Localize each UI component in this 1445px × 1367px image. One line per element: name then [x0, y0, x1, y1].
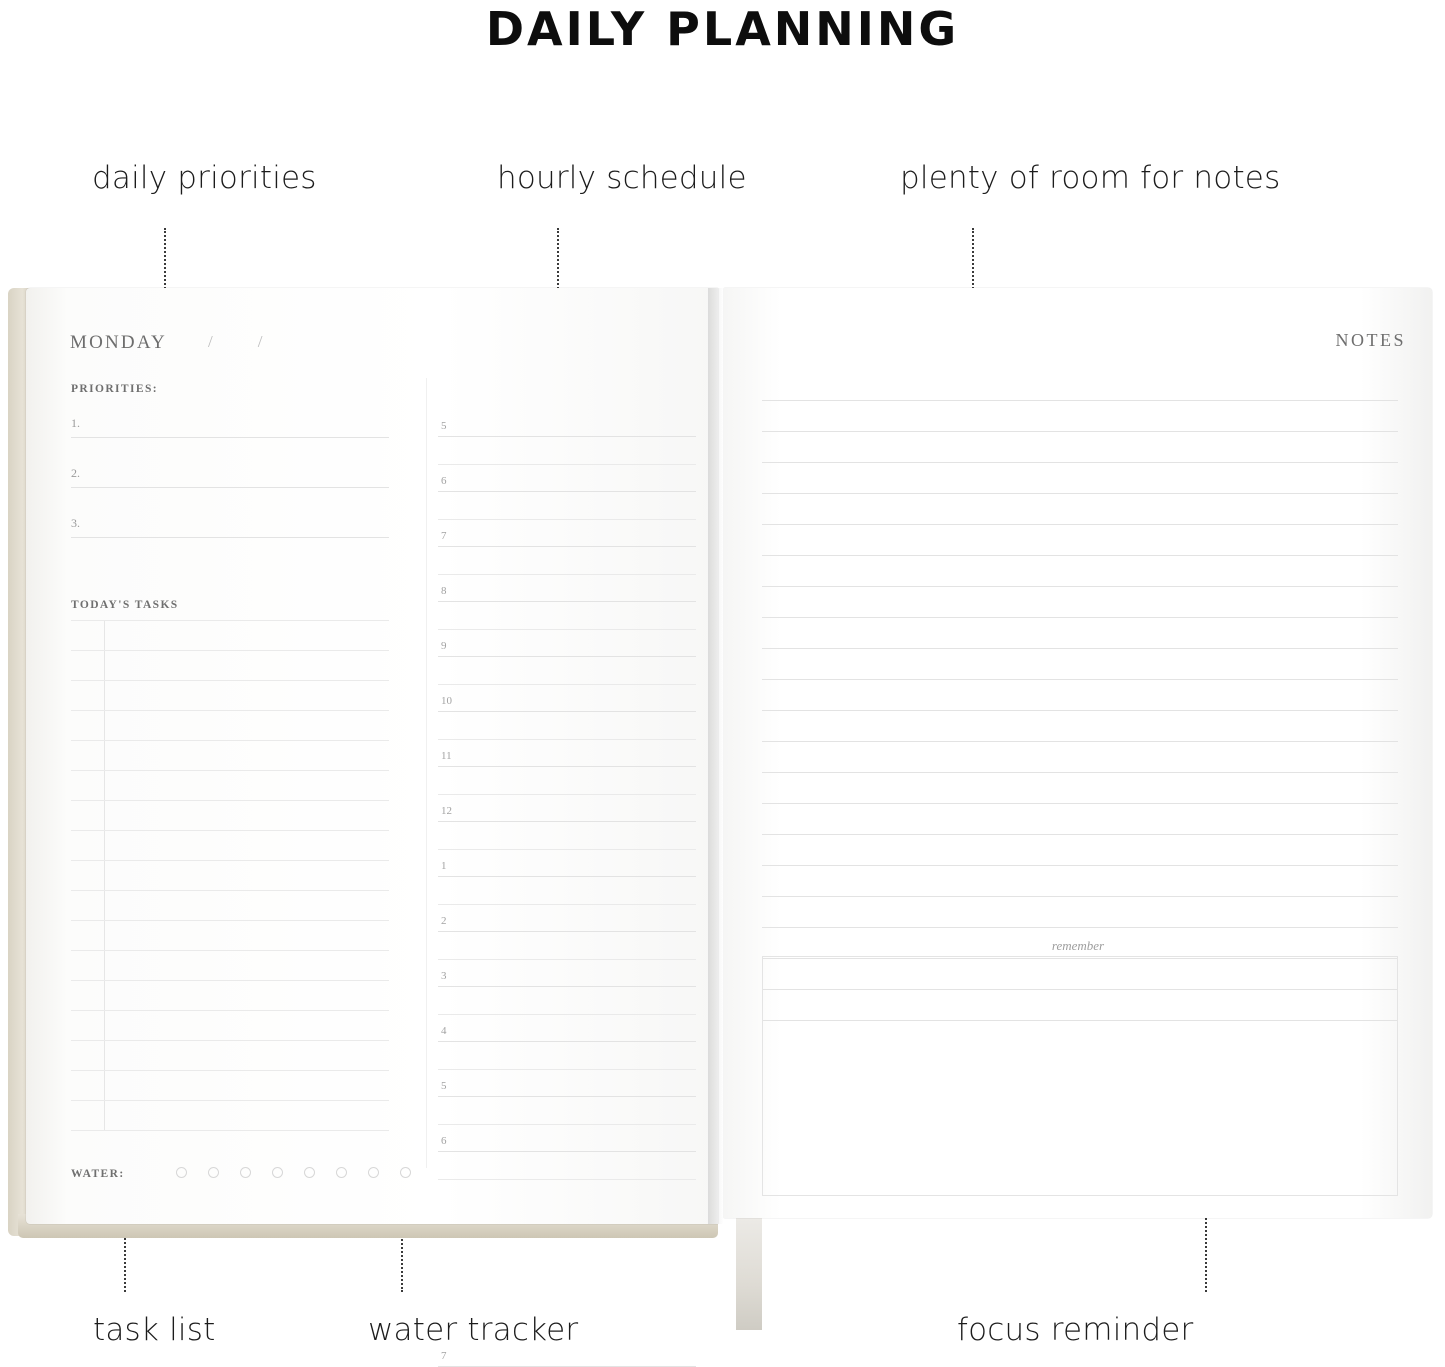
- task-rule: [71, 800, 389, 801]
- planner-right-page: [724, 288, 1432, 1218]
- hour-rule: [438, 436, 696, 437]
- notes-rule: [762, 400, 1398, 401]
- callout-water-tracker: water tracker: [368, 1312, 579, 1348]
- hour-rule: [438, 931, 696, 932]
- tasks-heading: TODAY'S TASKS: [71, 599, 179, 611]
- callout-focus-reminder: focus reminder: [957, 1312, 1194, 1348]
- water-heading: WATER:: [71, 1168, 125, 1180]
- date-slots: / /: [208, 332, 264, 351]
- notes-rule: [762, 927, 1398, 928]
- notes-rule: [762, 555, 1398, 556]
- notes-heading: NOTES: [1335, 330, 1406, 350]
- hour-half-rule: [438, 794, 696, 795]
- priority-number-1: 1.: [71, 416, 80, 430]
- hour-label-1pm: 1: [441, 860, 447, 872]
- hour-rule: [438, 986, 696, 987]
- hour-label-3pm: 3: [441, 970, 447, 982]
- priority-number-3: 3.: [71, 516, 80, 530]
- remember-label: remember: [1051, 938, 1105, 953]
- water-dot[interactable]: [240, 1167, 251, 1178]
- water-dot[interactable]: [208, 1167, 219, 1178]
- task-rule: [71, 1010, 389, 1011]
- hour-label-12pm: 12: [441, 805, 452, 817]
- task-rule: [71, 740, 389, 741]
- hour-half-rule: [438, 464, 696, 465]
- task-rule: [71, 650, 389, 651]
- notes-rule: [762, 679, 1398, 680]
- task-rule: [71, 980, 389, 981]
- focus-reminder-box[interactable]: [762, 956, 1398, 1196]
- callout-hourly-schedule: hourly schedule: [497, 160, 747, 196]
- hour-half-rule: [438, 959, 696, 960]
- hour-rule: [438, 1096, 696, 1097]
- notebook-ribbon: [736, 1218, 762, 1330]
- water-dot[interactable]: [368, 1167, 379, 1178]
- notes-rule: [762, 741, 1398, 742]
- notes-rule: [762, 896, 1398, 897]
- priorities-heading: PRIORITIES:: [71, 383, 158, 395]
- task-rule: [71, 1100, 389, 1101]
- hour-rule: [438, 491, 696, 492]
- hour-half-rule: [438, 1124, 696, 1125]
- task-rule: [71, 1130, 389, 1131]
- hour-label-4pm: 4: [441, 1025, 447, 1037]
- hour-label-9am: 9: [441, 640, 447, 652]
- hour-half-rule: [438, 849, 696, 850]
- priority-rule-2: [71, 487, 389, 488]
- water-dot[interactable]: [176, 1167, 187, 1178]
- water-dot[interactable]: [304, 1167, 315, 1178]
- hour-rule: [438, 876, 696, 877]
- hour-rule: [438, 546, 696, 547]
- task-rule: [71, 860, 389, 861]
- day-label: MONDAY: [70, 332, 167, 353]
- water-dot[interactable]: [400, 1167, 411, 1178]
- hour-rule: [438, 711, 696, 712]
- hour-label-11am: 11: [441, 750, 452, 762]
- notes-rule: [762, 710, 1398, 711]
- hour-half-rule: [438, 1179, 696, 1180]
- notes-rule: [762, 648, 1398, 649]
- hour-half-rule: [438, 574, 696, 575]
- task-rule: [71, 890, 389, 891]
- callout-task-list: task list: [93, 1312, 216, 1348]
- hour-label-6pm: 6: [441, 1135, 447, 1147]
- hour-rule: [438, 656, 696, 657]
- task-rule: [71, 770, 389, 771]
- hour-rule: [438, 766, 696, 767]
- priority-number-2: 2.: [71, 466, 80, 480]
- task-rule: [71, 680, 389, 681]
- priority-rule-1: [71, 437, 389, 438]
- notes-rule: [762, 462, 1398, 463]
- hour-rule: [438, 821, 696, 822]
- priority-rule-3: [71, 537, 389, 538]
- hour-label-5pm: 5: [441, 1080, 447, 1092]
- hour-rule: [438, 601, 696, 602]
- hour-label-2pm: 2: [441, 915, 447, 927]
- hour-label-8am: 8: [441, 585, 447, 597]
- notes-rule: [762, 865, 1398, 866]
- task-rule: [71, 830, 389, 831]
- hour-half-rule: [438, 739, 696, 740]
- hour-label-5am: 5: [441, 420, 447, 432]
- hour-half-rule: [438, 629, 696, 630]
- hour-label-7am: 7: [441, 530, 447, 542]
- hour-half-rule: [438, 1014, 696, 1015]
- page-title: DAILY PLANNING: [485, 2, 960, 56]
- notes-rule: [762, 431, 1398, 432]
- notes-rule: [762, 524, 1398, 525]
- hour-label-6am: 6: [441, 475, 447, 487]
- task-rule: [71, 920, 389, 921]
- hour-half-rule: [438, 904, 696, 905]
- notes-rule: [762, 493, 1398, 494]
- hour-rule: [438, 1151, 696, 1152]
- notes-rule: [762, 772, 1398, 773]
- task-rule: [71, 950, 389, 951]
- task-rule: [71, 1070, 389, 1071]
- notes-rule: [762, 834, 1398, 835]
- task-rule: [71, 1040, 389, 1041]
- hour-rule: [438, 1041, 696, 1042]
- water-dot[interactable]: [272, 1167, 283, 1178]
- hour-half-rule: [438, 519, 696, 520]
- task-checkbox-divider: [104, 620, 105, 1130]
- water-dot[interactable]: [336, 1167, 347, 1178]
- hour-label-7pm: 7: [441, 1350, 447, 1362]
- task-rule: [71, 710, 389, 711]
- notes-rule: [762, 586, 1398, 587]
- notes-rule: [762, 803, 1398, 804]
- callout-daily-priorities: daily priorities: [92, 160, 317, 196]
- callout-notes-room: plenty of room for notes: [900, 160, 1281, 196]
- task-rule: [71, 620, 389, 621]
- hour-half-rule: [438, 1069, 696, 1070]
- hour-half-rule: [438, 684, 696, 685]
- left-page-column-divider: [426, 378, 427, 1168]
- hour-label-10am: 10: [441, 695, 452, 707]
- notes-rule: [762, 617, 1398, 618]
